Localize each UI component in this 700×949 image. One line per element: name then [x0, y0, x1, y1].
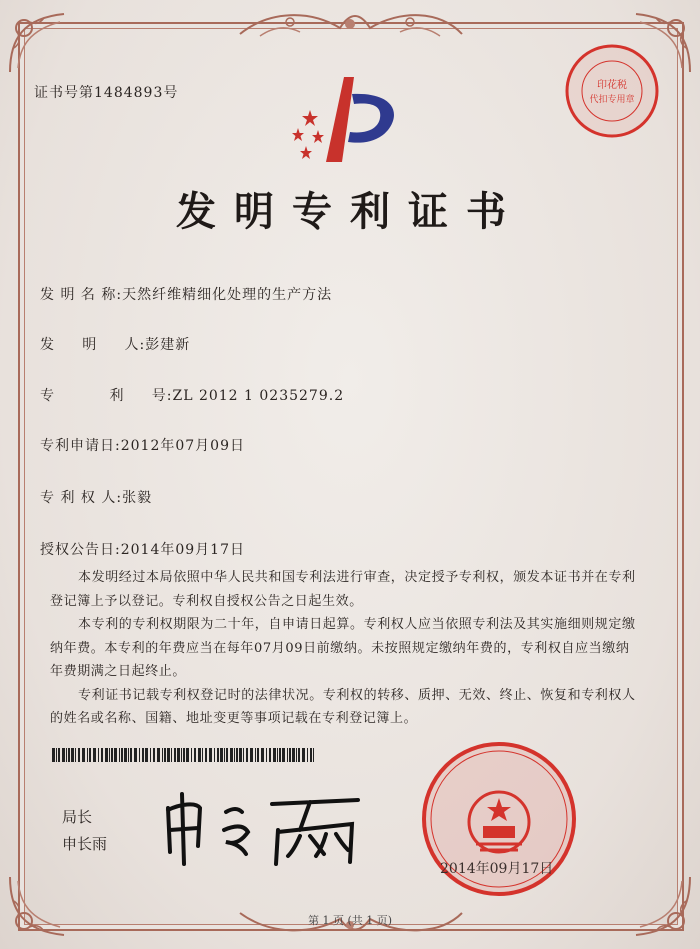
barcode-icon: [52, 748, 314, 762]
field-value: 天然纤维精细化处理的生产方法: [122, 287, 333, 303]
certificate-number: 证书号第1484893号: [34, 85, 179, 101]
body-paragraph: 本发明经过本局依照中华人民共和国专利法进行审查，决定授予专利权，颁发本证书并在专利登记簿上予以登记。专利权自授权公告之日起生效。: [50, 570, 636, 609]
page-number: 第 1 页 (共 1 页): [307, 914, 393, 927]
top-scroll-ornament-icon: [230, 6, 470, 46]
field-grant-date: [40, 539, 245, 559]
field-value: 2014年09月17日: [120, 542, 245, 558]
svg-text:代扣专用章: 代扣专用章: [589, 95, 635, 105]
certificate-body: [50, 566, 640, 731]
field-label: 授权公告日:: [40, 542, 121, 558]
field-invention-name: [40, 284, 332, 304]
tax-stamp-icon: [563, 42, 661, 140]
field-patent-number: [40, 385, 344, 405]
field-value: ZL 2012 1 0235279.2: [172, 388, 345, 404]
field-label: 发 明 人:: [40, 337, 146, 353]
field-label: 专 利 号:: [40, 388, 173, 404]
field-patentee: [40, 487, 152, 507]
corner-ornament-icon: [4, 871, 74, 941]
field-inventor: [40, 334, 190, 354]
corner-ornament-icon: [4, 8, 74, 78]
field-application-date: [40, 435, 245, 455]
field-value: 2012年07月09日: [120, 438, 245, 454]
seal-date: 2014年09月17日: [440, 861, 554, 877]
field-label: 专 利 权 人:: [40, 490, 123, 506]
body-paragraph: 专利证书记载专利权登记时的法律状况。专利权的转移、质押、无效、终止、恢复和专利权人的姓名或名称、国籍、地址变更等事项记载在专利登记簿上。: [50, 687, 636, 726]
director-name: 申长雨: [62, 835, 108, 853]
field-value: 张毅: [122, 490, 153, 506]
page-title: 发明专利证书: [176, 188, 524, 235]
cnipa-logo-icon: [282, 72, 417, 167]
field-label: 发 明 名 称:: [40, 287, 123, 303]
director-title: 局长: [62, 808, 93, 826]
signature-icon: [160, 790, 370, 870]
corner-ornament-icon: [626, 871, 696, 941]
field-value: 彭建新: [145, 337, 191, 353]
svg-text:印花税: 印花税: [597, 80, 627, 91]
body-paragraph: 本专利的专利权期限为二十年，自申请日起算。专利权人应当依照专利法及其实施细则规定缴纳年费。本专利的年费应当在每年07月09日前缴纳。未按照规定缴纳年费的，专利权自应当缴纳年费期满之日起终止。: [50, 617, 636, 679]
field-label: 专利申请日:: [40, 438, 121, 454]
